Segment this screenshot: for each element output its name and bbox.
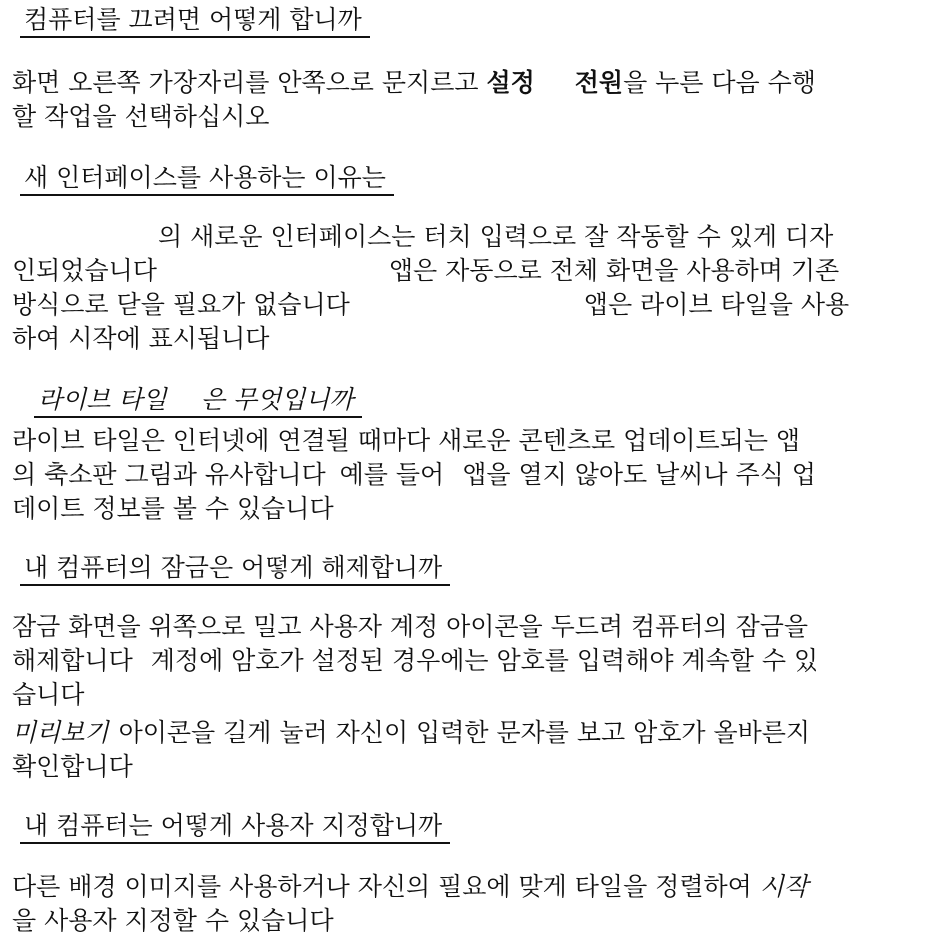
- text-run: 다른 배경 이미지를 사용하거나 자신의 필요에 맞게 타일을 정렬하여: [12, 872, 760, 901]
- heading-live-tile-text-b: 은 무엇입니까: [200, 385, 354, 414]
- paragraph-line: 데이트 정보를 볼 수 있습니다: [12, 494, 334, 523]
- paragraph-line: [12, 644, 940, 678]
- heading-new-interface-text: 새 인터페이스를 사용하는 이유는: [24, 163, 386, 192]
- paragraph-line: [12, 220, 940, 254]
- text-run: 인되었습니다: [12, 256, 157, 285]
- paragraph-line: 을 사용자 지정할 수 있습니다: [12, 906, 334, 935]
- start-term: 시작: [759, 872, 809, 901]
- paragraph-line: [12, 716, 940, 750]
- preview-term: 미리보기: [12, 718, 109, 747]
- paragraph-line: 할 작업을 선택하십시오: [12, 102, 270, 131]
- text-run: 을 누른 다음 수행: [623, 68, 816, 97]
- settings-term: 설정: [486, 68, 535, 97]
- text-run: 의 새로운 인터페이스는 터치 입력으로 잘 작동할 수 있게 디자: [158, 222, 834, 251]
- text-run: 방식으로 닫을 필요가 없습니다: [12, 290, 350, 319]
- paragraph-line: 하여 시작에 표시됩니다: [12, 324, 270, 353]
- text-run: 예를 들어: [339, 460, 445, 489]
- text-run: 화면 오른쪽 가장자리를 안쪽으로 문지르고: [12, 68, 487, 97]
- heading-live-tile-text-a: 라이브 타일: [38, 385, 167, 414]
- text-run: 아이콘을 길게 눌러 자신이 입력한 문자를 보고 암호가 올바른지: [118, 718, 811, 747]
- heading-live-tile: [34, 386, 362, 418]
- heading-shutdown: [20, 6, 370, 38]
- heading-customize: [20, 812, 450, 844]
- paragraph-line: 잠금 화면을 위쪽으로 밀고 사용자 계정 아이콘을 두드려 컴퓨터의 잠금을: [12, 612, 809, 641]
- paragraph-unlock: [12, 610, 940, 712]
- heading-customize-text: 내 컴퓨터는 어떻게 사용자 지정합니까: [24, 811, 443, 840]
- paragraph-line: [12, 66, 940, 100]
- heading-unlock: [20, 554, 450, 586]
- text-run: 앱은 자동으로 전체 화면을 사용하며 기존: [388, 256, 840, 285]
- text-run: 앱은 라이브 타일을 사용: [583, 290, 850, 319]
- paragraph-line: 습니다: [12, 680, 85, 709]
- paragraph-line: [12, 288, 940, 322]
- paragraph-line: 라이브 타일은 인터넷에 연결될 때마다 새로운 콘텐츠로 업데이트되는 앱: [12, 426, 801, 455]
- paragraph-live-tile: [12, 424, 940, 526]
- heading-shutdown-text: 컴퓨터를 끄려면 어떻게 합니까: [24, 5, 362, 34]
- text-run: 해제합니다: [12, 646, 133, 675]
- heading-unlock-text: 내 컴퓨터의 잠금은 어떻게 해제합니까: [24, 553, 443, 582]
- text-run: 계정에 암호가 설정된 경우에는 암호를 입력해야 계속할 수 있: [150, 646, 819, 675]
- paragraph-customize: [12, 870, 940, 938]
- power-term: 전원: [574, 68, 624, 97]
- paragraph-line: [12, 254, 940, 288]
- paragraph-shutdown: [12, 66, 940, 134]
- paragraph-new-interface: [12, 220, 940, 356]
- text-run: 앱을 열지 않아도 날씨나 주식 업: [462, 460, 816, 489]
- paragraph-line: 확인합니다: [12, 752, 133, 781]
- paragraph-line: [12, 870, 940, 904]
- text-run: 의 축소판 그림과 유사합니다: [12, 460, 326, 489]
- paragraph-preview: [12, 716, 940, 784]
- paragraph-line: [12, 458, 940, 492]
- heading-new-interface: [20, 164, 394, 196]
